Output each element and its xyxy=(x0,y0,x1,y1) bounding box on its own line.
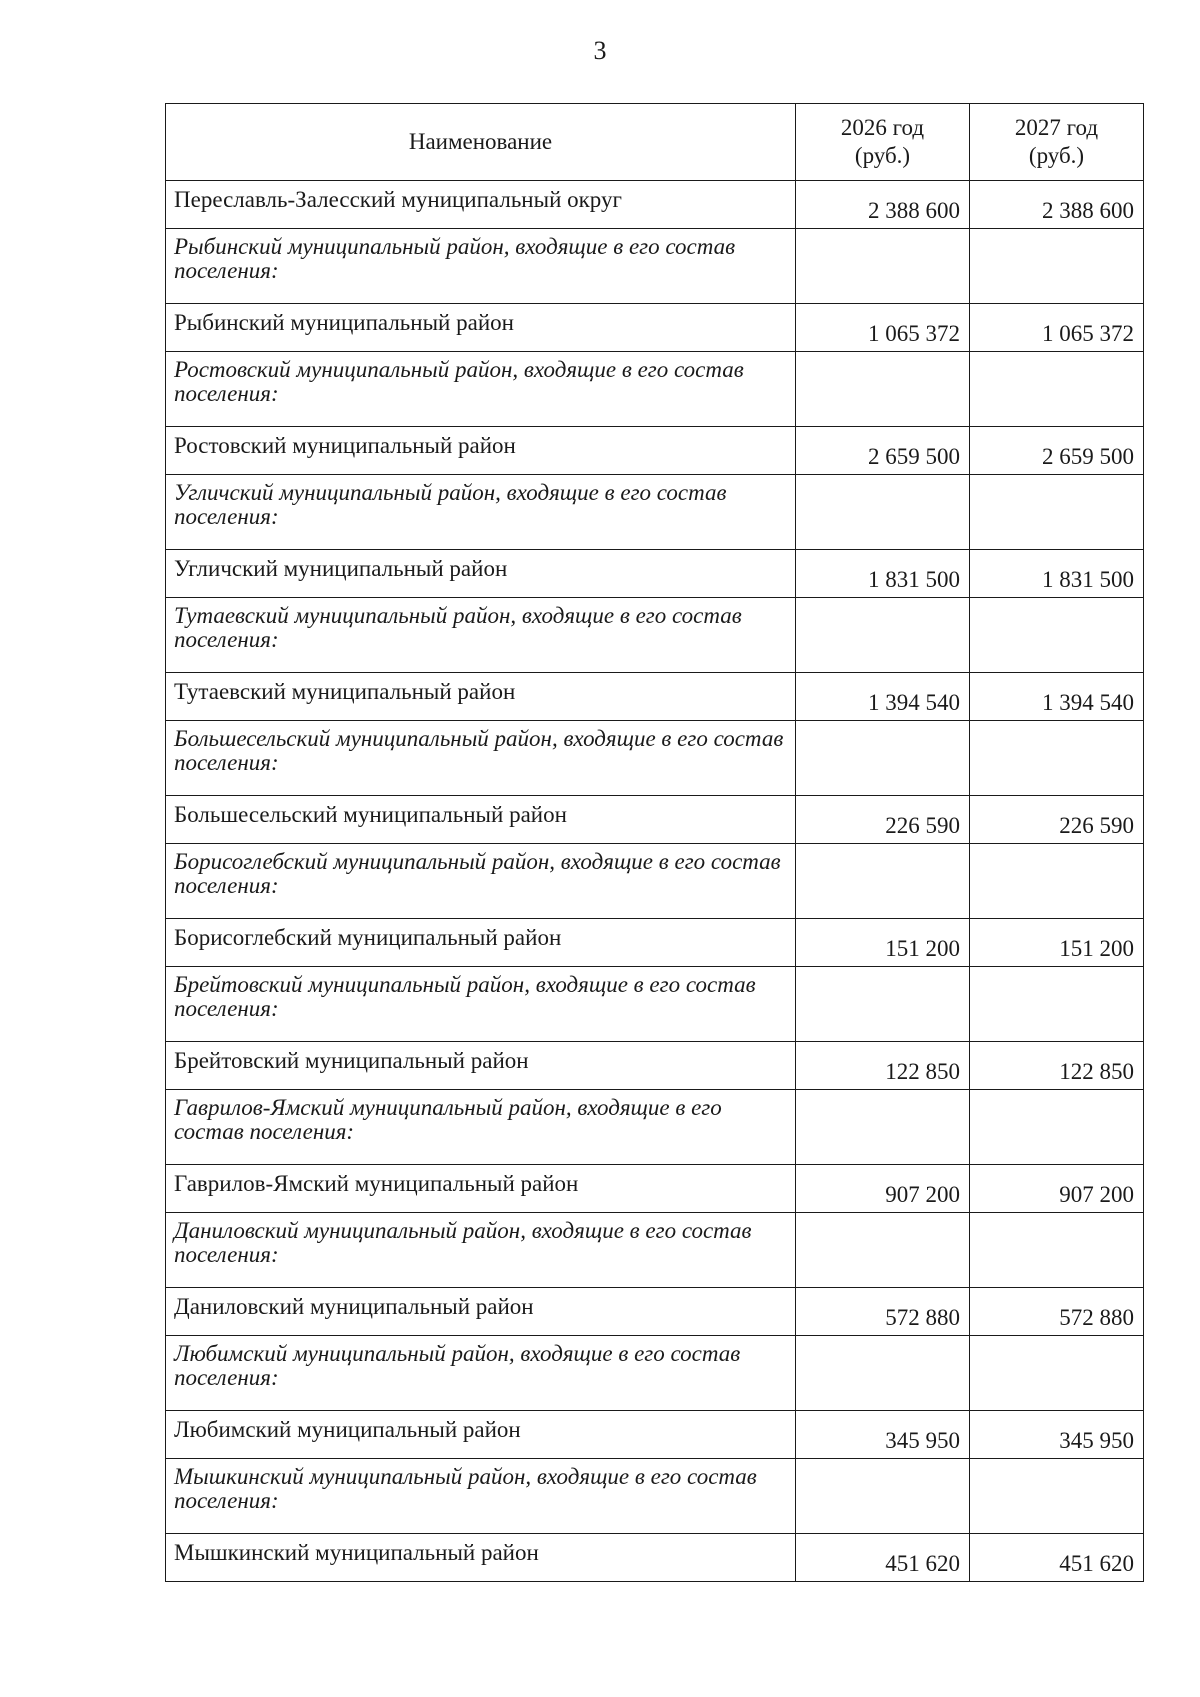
cell-2026: 2 659 500 xyxy=(796,427,970,475)
cell-name: Ростовский муниципальный район xyxy=(166,427,796,475)
cell-name: Мышкинский муниципальный район xyxy=(166,1534,796,1582)
cell-2026: 907 200 xyxy=(796,1165,970,1213)
cell-name: Угличский муниципальный район xyxy=(166,550,796,598)
table-row xyxy=(166,796,1144,844)
cell-name: Ростовский муниципальный район, входящие в его состав поселения: xyxy=(166,352,796,427)
cell-2027: 151 200 xyxy=(970,919,1144,967)
cell-name: Любимский муниципальный район xyxy=(166,1411,796,1459)
cell-name: Тутаевский муниципальный район, входящие в его состав поселения: xyxy=(166,598,796,673)
cell-2027: 1 394 540 xyxy=(970,673,1144,721)
cell-name: Переславль-Залесский муниципальный округ xyxy=(166,181,796,229)
cell-2026 xyxy=(796,352,970,427)
cell-2026: 151 200 xyxy=(796,919,970,967)
table-row-group-header xyxy=(166,1090,1144,1165)
cell-2027 xyxy=(970,1213,1144,1288)
cell-2026 xyxy=(796,598,970,673)
cell-name: Рыбинский муниципальный район xyxy=(166,304,796,352)
table-row xyxy=(166,1534,1144,1582)
cell-2027 xyxy=(970,1336,1144,1411)
cell-2027 xyxy=(970,352,1144,427)
cell-2026: 1 065 372 xyxy=(796,304,970,352)
cell-2026 xyxy=(796,1213,970,1288)
cell-2026: 122 850 xyxy=(796,1042,970,1090)
cell-name: Мышкинский муниципальный район, входящие в его состав поселения: xyxy=(166,1459,796,1534)
cell-name: Даниловский муниципальный район, входящие в его состав поселения: xyxy=(166,1213,796,1288)
table-row xyxy=(166,304,1144,352)
cell-2026 xyxy=(796,844,970,919)
header-year-2027-unit: (руб.) xyxy=(1028,143,1085,168)
cell-2026: 1 394 540 xyxy=(796,673,970,721)
table-row xyxy=(166,427,1144,475)
cell-2026: 572 880 xyxy=(796,1288,970,1336)
table-row xyxy=(166,919,1144,967)
cell-2027 xyxy=(970,844,1144,919)
table-row-group-header xyxy=(166,229,1144,304)
cell-name: Брейтовский муниципальный район, входящие в его состав поселения: xyxy=(166,967,796,1042)
header-year-2027-label: 2027 год xyxy=(1014,115,1099,140)
cell-name: Рыбинский муниципальный район, входящие в его состав поселения: xyxy=(166,229,796,304)
header-year-2027 xyxy=(970,104,1144,181)
header-row xyxy=(166,104,1144,181)
cell-name: Большесельский муниципальный район, входящие в его состав поселения: xyxy=(166,721,796,796)
page-number: 3 xyxy=(593,36,607,65)
cell-2026: 1 831 500 xyxy=(796,550,970,598)
cell-2027: 226 590 xyxy=(970,796,1144,844)
table-row-group-header xyxy=(166,967,1144,1042)
cell-2026: 345 950 xyxy=(796,1411,970,1459)
cell-name: Тутаевский муниципальный район xyxy=(166,673,796,721)
budget-table xyxy=(165,103,1144,1582)
table-row-group-header xyxy=(166,352,1144,427)
table-row-group-header xyxy=(166,1213,1144,1288)
cell-2027: 1 831 500 xyxy=(970,550,1144,598)
cell-name: Угличский муниципальный район, входящие в его состав поселения: xyxy=(166,475,796,550)
header-name: Наименование xyxy=(166,104,796,181)
table-header xyxy=(166,104,1144,181)
cell-2026: 2 388 600 xyxy=(796,181,970,229)
cell-2027: 122 850 xyxy=(970,1042,1144,1090)
cell-name: Большесельский муниципальный район xyxy=(166,796,796,844)
cell-2027 xyxy=(970,229,1144,304)
header-year-2026-unit: (руб.) xyxy=(854,143,911,168)
cell-2027 xyxy=(970,721,1144,796)
cell-2027 xyxy=(970,1090,1144,1165)
table-row xyxy=(166,550,1144,598)
cell-name: Любимский муниципальный район, входящие в его состав поселения: xyxy=(166,1336,796,1411)
table-row-group-header xyxy=(166,1459,1144,1534)
cell-2026 xyxy=(796,229,970,304)
cell-name: Даниловский муниципальный район xyxy=(166,1288,796,1336)
table-row xyxy=(166,673,1144,721)
cell-2027 xyxy=(970,475,1144,550)
cell-name: Гаврилов-Ямский муниципальный район, входящие в его состав поселения: xyxy=(166,1090,796,1165)
cell-2027 xyxy=(970,1459,1144,1534)
table-row-group-header xyxy=(166,475,1144,550)
cell-2027: 572 880 xyxy=(970,1288,1144,1336)
table-row-group-header xyxy=(166,1336,1144,1411)
table-row xyxy=(166,1042,1144,1090)
cell-2027: 907 200 xyxy=(970,1165,1144,1213)
table-row xyxy=(166,181,1144,229)
table-row xyxy=(166,1165,1144,1213)
cell-name: Гаврилов-Ямский муниципальный район xyxy=(166,1165,796,1213)
header-year-2026-label: 2026 год xyxy=(840,115,925,140)
cell-name: Борисоглебский муниципальный район, входящие в его состав поселения: xyxy=(166,844,796,919)
cell-2026 xyxy=(796,1459,970,1534)
table-row xyxy=(166,1288,1144,1336)
cell-2026 xyxy=(796,475,970,550)
table-row xyxy=(166,1411,1144,1459)
cell-2026 xyxy=(796,721,970,796)
cell-2026 xyxy=(796,967,970,1042)
cell-2026 xyxy=(796,1336,970,1411)
cell-name: Борисоглебский муниципальный район xyxy=(166,919,796,967)
cell-2027 xyxy=(970,598,1144,673)
cell-2027: 2 659 500 xyxy=(970,427,1144,475)
cell-2026: 451 620 xyxy=(796,1534,970,1582)
table-row-group-header xyxy=(166,721,1144,796)
cell-2027: 2 388 600 xyxy=(970,181,1144,229)
table-body xyxy=(166,181,1144,1582)
cell-2027: 1 065 372 xyxy=(970,304,1144,352)
cell-2026 xyxy=(796,1090,970,1165)
cell-2027: 345 950 xyxy=(970,1411,1144,1459)
cell-2027 xyxy=(970,967,1144,1042)
table-row-group-header xyxy=(166,598,1144,673)
header-year-2026 xyxy=(796,104,970,181)
cell-name: Брейтовский муниципальный район xyxy=(166,1042,796,1090)
cell-2026: 226 590 xyxy=(796,796,970,844)
cell-2027: 451 620 xyxy=(970,1534,1144,1582)
table-row-group-header xyxy=(166,844,1144,919)
